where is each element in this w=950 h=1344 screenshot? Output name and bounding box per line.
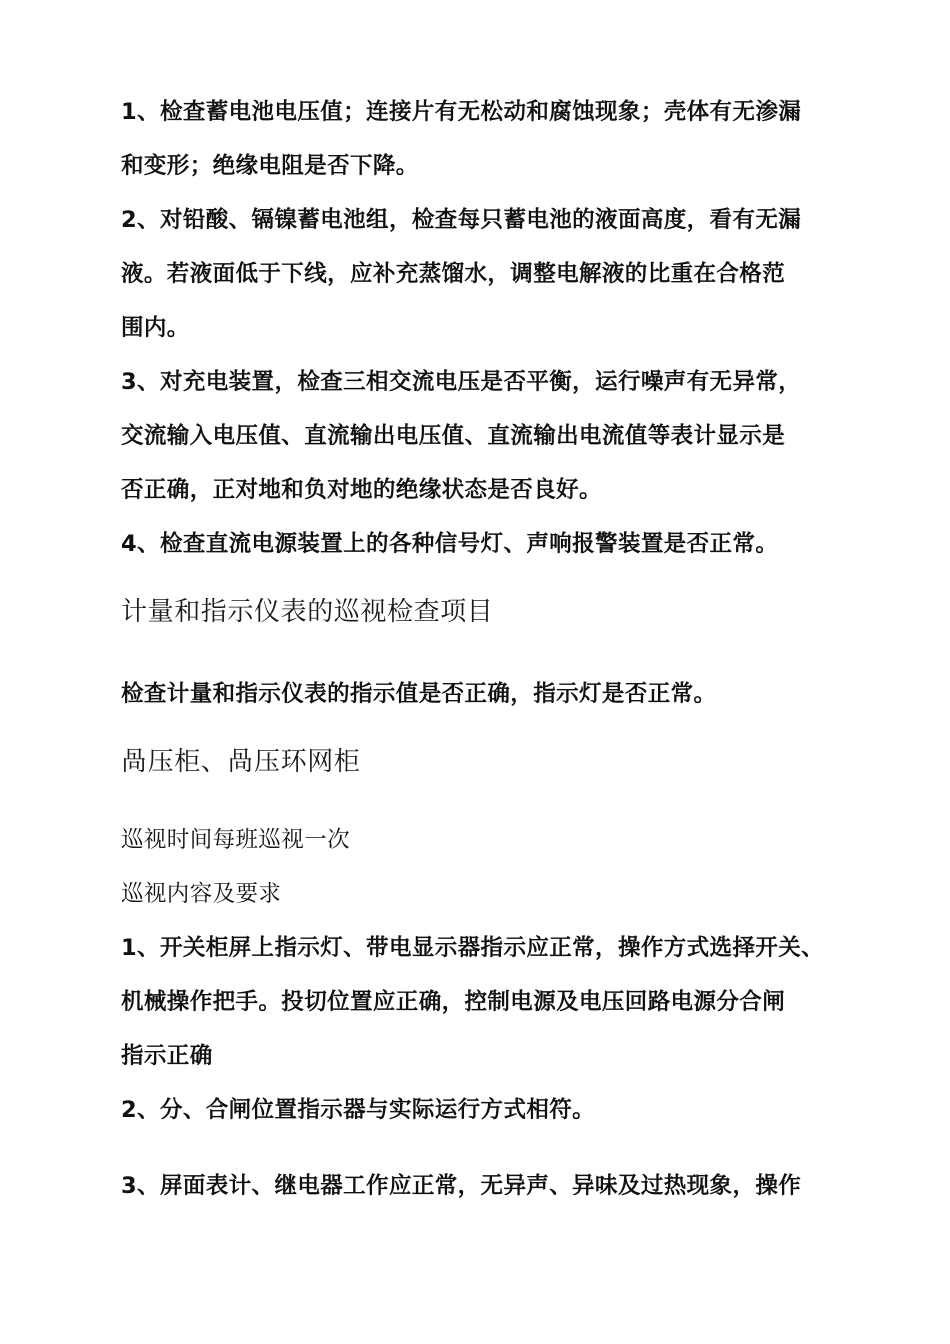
hv-item-2-line-1: 2、分、合闸位置指示器与实际运行方式相符。 [121, 1097, 596, 1123]
battery-item-3-line-2: 交流输入电压值、直流输出电压值、直流输出电流值等表计显示是 [121, 423, 786, 449]
hv-item-1-line-2: 机械操作把手。投切位置应正确，控制电源及电压回路电源分合闸 [121, 989, 786, 1015]
meters-section-text: 检查计量和指示仪表的指示值是否正确，指示灯是否正常。 [121, 681, 717, 707]
hv-content-title: 巡视内容及要求 [121, 881, 282, 907]
battery-item-2-line-1: 2、对铅酸、镉镍蓄电池组，检查每只蓄电池的液面高度，看有无漏 [121, 207, 802, 233]
meters-section-heading: 计量和指示仪表的巡视检查项目 [121, 597, 494, 627]
battery-item-1-line-2: 和变形；绝缘电阻是否下降。 [121, 153, 419, 179]
battery-item-4-line-1: 4、检查直流电源装置上的各种信号灯、声响报警装置是否正常。 [121, 531, 779, 557]
battery-item-1-line-1: 1、检查蓄电池电压值；连接片有无松动和腐蚀现象；壳体有无渗漏 [121, 99, 802, 125]
battery-item-2-line-3: 围内。 [121, 315, 190, 341]
battery-item-2-line-2: 液。若液面低于下线，应补充蒸馏水，调整电解液的比重在合格范 [121, 261, 786, 287]
hv-patrol-time: 巡视时间每班巡视一次 [121, 827, 351, 853]
hv-item-1-line-1: 1、开关柜屏上指示灯、带电显示器指示应正常，操作方式选择开关、 [121, 935, 825, 961]
hv-section-heading: 咼压柜、咼压环网柜 [121, 747, 361, 777]
hv-item-1-line-3: 指示正确 [121, 1043, 213, 1069]
hv-item-3-line-1: 3、屏面表计、继电器工作应正常，无异声、异味及过热现象，操作 [121, 1173, 802, 1199]
battery-item-3-line-3: 否正确，正对地和负对地的绝缘状态是否良好。 [121, 477, 602, 503]
battery-item-3-line-1: 3、对充电装置，检查三相交流电压是否平衡，运行噪声有无异常， [121, 369, 802, 395]
